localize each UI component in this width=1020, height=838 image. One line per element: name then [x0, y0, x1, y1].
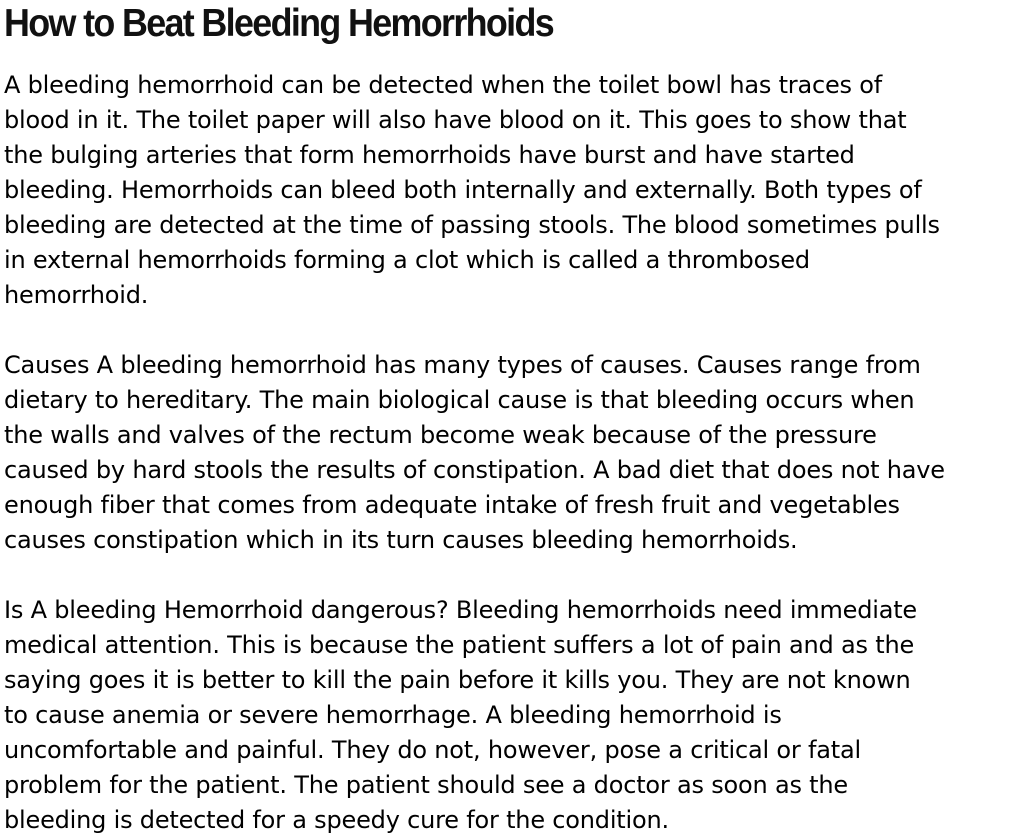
paragraph-line: saying goes it is better to kill the pain before it kills you. They are not known — [4, 666, 911, 694]
paragraph-line: caused by hard stools the results of constipation. A bad diet that does not have — [4, 456, 945, 484]
paragraph-line: hemorrhoid. — [4, 281, 149, 309]
paragraph-line: problem for the patient. The patient should see a doctor as soon as the — [4, 771, 848, 799]
paragraph-line: in external hemorrhoids forming a clot which is called a thrombosed — [4, 246, 810, 274]
paragraph-line: medical attention. This is because the patient suffers a lot of pain and as the — [4, 631, 915, 659]
paragraph-line: Causes A bleeding hemorrhoid has many types of causes. Causes range from — [4, 351, 921, 379]
paragraph-line: dietary to hereditary. The main biological cause is that bleeding occurs when — [4, 386, 915, 414]
paragraph-line: enough fiber that comes from adequate intake of fresh fruit and vegetables — [4, 491, 900, 519]
paragraph-line: Is A bleeding Hemorrhoid dangerous? Bleeding hemorrhoids need immediate — [4, 596, 917, 624]
paragraph-line: causes constipation which in its turn causes bleeding hemorrhoids. — [4, 526, 798, 554]
paragraph-causes — [4, 348, 1014, 558]
paragraph-line: A bleeding hemorrhoid can be detected when the toilet bowl has traces of — [4, 71, 882, 99]
paragraph-line: uncomfortable and painful. They do not, however, pose a critical or fatal — [4, 736, 861, 764]
article-title: How to Beat Bleeding Hemorrhoids — [4, 2, 554, 45]
paragraph-danger — [4, 593, 1014, 838]
paragraph-line: the bulging arteries that form hemorrhoids have burst and have started — [4, 141, 855, 169]
paragraph-line: the walls and valves of the rectum become weak because of the pressure — [4, 421, 877, 449]
paragraph-line: bleeding. Hemorrhoids can bleed both internally and externally. Both types of — [4, 176, 922, 204]
paragraph-line: bleeding are detected at the time of passing stools. The blood sometimes pulls — [4, 211, 940, 239]
paragraph-line: to cause anemia or severe hemorrhage. A bleeding hemorrhoid is — [4, 701, 782, 729]
paragraph-line: bleeding is detected for a speedy cure for the condition. — [4, 806, 669, 834]
paragraph-line: blood in it. The toilet paper will also have blood on it. This goes to show that — [4, 106, 907, 134]
paragraph-intro — [4, 68, 1014, 313]
